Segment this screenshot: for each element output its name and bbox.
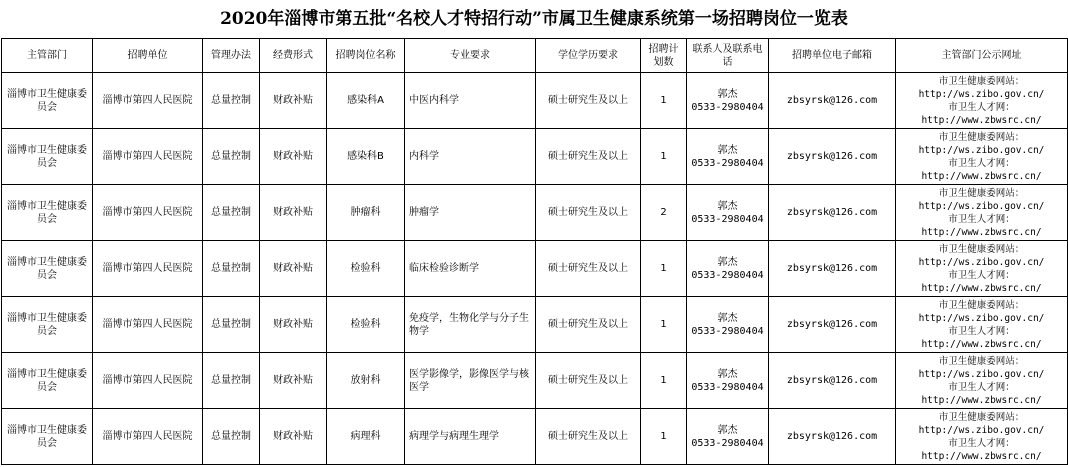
site-label-1: 市卫生健康委网站： [938, 75, 1025, 87]
header-funding: 经费形式 [260, 39, 327, 73]
cell-major: 免疫学，生物化学与分子生物学 [405, 297, 536, 353]
table-row [2, 73, 1068, 129]
cell-site [896, 129, 1068, 185]
cell-contact [687, 185, 769, 241]
cell-degree: 硕士研究生及以上 [536, 409, 641, 465]
table-row [2, 129, 1068, 185]
site-label-2: 市卫生人才网： [948, 157, 1015, 169]
cell-email[interactable]: zbsyrsk@126.com [769, 409, 896, 465]
site-link-2[interactable]: http://www.zbwsrc.cn/ [921, 450, 1042, 462]
site-link-2[interactable]: http://www.zbwsrc.cn/ [921, 338, 1042, 350]
header-unit: 招聘单位 [93, 39, 203, 73]
cell-funding: 财政补贴 [260, 353, 327, 409]
cell-dept: 淄博市卫生健康委员会 [2, 73, 93, 129]
cell-contact [687, 73, 769, 129]
cell-major: 病理学与病理生理学 [405, 409, 536, 465]
cell-dept: 淄博市卫生健康委员会 [2, 409, 93, 465]
cell-dept: 淄博市卫生健康委员会 [2, 241, 93, 297]
site-link-1[interactable]: http://ws.zibo.gov.cn/ [918, 256, 1045, 268]
cell-contact [687, 241, 769, 297]
cell-site [896, 297, 1068, 353]
table-header-row [2, 39, 1068, 73]
cell-degree: 硕士研究生及以上 [536, 185, 641, 241]
cell-count: 2 [641, 185, 687, 241]
cell-email[interactable]: zbsyrsk@126.com [769, 129, 896, 185]
header-position: 招聘岗位名称 [327, 39, 405, 73]
cell-site [896, 241, 1068, 297]
cell-position: 感染科A [327, 73, 405, 129]
site-label-1: 市卫生健康委网站： [938, 299, 1025, 311]
site-link-2[interactable]: http://www.zbwsrc.cn/ [921, 226, 1042, 238]
cell-major: 中医内科学 [405, 73, 536, 129]
cell-unit: 淄博市第四人民医院 [93, 73, 203, 129]
table-row [2, 297, 1068, 353]
contact-name: 郭杰 [717, 88, 738, 100]
site-label-1: 市卫生健康委网站： [938, 131, 1025, 143]
cell-mgmt: 总量控制 [203, 129, 260, 185]
cell-email[interactable]: zbsyrsk@126.com [769, 185, 896, 241]
cell-count: 1 [641, 241, 687, 297]
cell-position: 放射科 [327, 353, 405, 409]
cell-unit: 淄博市第四人民医院 [93, 185, 203, 241]
contact-phone: 0533-2980404 [691, 325, 764, 337]
page-title: 2020年淄博市第五批“名校人才特招行动”市属卫生健康系统第一场招聘岗位一览表 [220, 9, 848, 29]
site-link-1[interactable]: http://ws.zibo.gov.cn/ [918, 144, 1045, 156]
cell-major: 内科学 [405, 129, 536, 185]
cell-degree: 硕士研究生及以上 [536, 241, 641, 297]
table-row [2, 409, 1068, 465]
contact-name: 郭杰 [717, 312, 738, 324]
header-site: 主管部门公示网址 [896, 39, 1068, 73]
cell-degree: 硕士研究生及以上 [536, 353, 641, 409]
table-row [2, 353, 1068, 409]
cell-degree: 硕士研究生及以上 [536, 73, 641, 129]
cell-email[interactable]: zbsyrsk@126.com [769, 241, 896, 297]
cell-funding: 财政补贴 [260, 241, 327, 297]
cell-email[interactable]: zbsyrsk@126.com [769, 73, 896, 129]
cell-degree: 硕士研究生及以上 [536, 129, 641, 185]
cell-mgmt: 总量控制 [203, 185, 260, 241]
cell-mgmt: 总量控制 [203, 297, 260, 353]
cell-contact [687, 129, 769, 185]
site-link-1[interactable]: http://ws.zibo.gov.cn/ [918, 88, 1045, 100]
table-row [2, 241, 1068, 297]
header-dept: 主管部门 [2, 39, 93, 73]
contact-phone: 0533-2980404 [691, 437, 764, 449]
cell-dept: 淄博市卫生健康委员会 [2, 129, 93, 185]
site-label-1: 市卫生健康委网站： [938, 187, 1025, 199]
cell-contact [687, 353, 769, 409]
cell-position: 检验科 [327, 297, 405, 353]
contact-phone: 0533-2980404 [691, 213, 764, 225]
cell-major: 医学影像学，影像医学与核医学 [405, 353, 536, 409]
header-contact: 联系人及联系电话 [687, 39, 769, 73]
cell-count: 1 [641, 353, 687, 409]
cell-unit: 淄博市第四人民医院 [93, 353, 203, 409]
site-label-2: 市卫生人才网： [948, 213, 1015, 225]
cell-dept: 淄博市卫生健康委员会 [2, 297, 93, 353]
site-link-1[interactable]: http://ws.zibo.gov.cn/ [918, 424, 1045, 436]
site-link-2[interactable]: http://www.zbwsrc.cn/ [921, 114, 1042, 126]
contact-name: 郭杰 [717, 200, 738, 212]
site-link-1[interactable]: http://ws.zibo.gov.cn/ [918, 312, 1045, 324]
header-major: 专业要求 [405, 39, 536, 73]
site-label-2: 市卫生人才网： [948, 269, 1015, 281]
cell-site [896, 409, 1068, 465]
cell-position: 感染科B [327, 129, 405, 185]
cell-funding: 财政补贴 [260, 73, 327, 129]
table-row [2, 185, 1068, 241]
cell-position: 肿瘤科 [327, 185, 405, 241]
header-degree: 学位学历要求 [536, 39, 641, 73]
site-label-2: 市卫生人才网： [948, 325, 1015, 337]
header-count: 招聘计划数 [641, 39, 687, 73]
site-link-1[interactable]: http://ws.zibo.gov.cn/ [918, 200, 1045, 212]
site-label-2: 市卫生人才网： [948, 437, 1015, 449]
site-link-1[interactable]: http://ws.zibo.gov.cn/ [918, 368, 1045, 380]
cell-unit: 淄博市第四人民医院 [93, 241, 203, 297]
cell-count: 1 [641, 73, 687, 129]
cell-position: 检验科 [327, 241, 405, 297]
cell-email[interactable]: zbsyrsk@126.com [769, 353, 896, 409]
cell-count: 1 [641, 129, 687, 185]
site-label-1: 市卫生健康委网站： [938, 243, 1025, 255]
contact-phone: 0533-2980404 [691, 381, 764, 393]
cell-contact [687, 409, 769, 465]
contact-name: 郭杰 [717, 424, 738, 436]
contact-phone: 0533-2980404 [691, 157, 764, 169]
cell-site [896, 73, 1068, 129]
cell-funding: 财政补贴 [260, 129, 327, 185]
cell-funding: 财政补贴 [260, 297, 327, 353]
cell-unit: 淄博市第四人民医院 [93, 129, 203, 185]
site-label-2: 市卫生人才网： [948, 101, 1015, 113]
site-link-2[interactable]: http://www.zbwsrc.cn/ [921, 170, 1042, 182]
cell-position: 病理科 [327, 409, 405, 465]
header-mgmt: 管理办法 [203, 39, 260, 73]
cell-site [896, 185, 1068, 241]
cell-dept: 淄博市卫生健康委员会 [2, 185, 93, 241]
cell-major: 肿瘤学 [405, 185, 536, 241]
cell-funding: 财政补贴 [260, 409, 327, 465]
cell-degree: 硕士研究生及以上 [536, 297, 641, 353]
contact-name: 郭杰 [717, 144, 738, 156]
cell-contact [687, 297, 769, 353]
site-label-1: 市卫生健康委网站： [938, 411, 1025, 423]
cell-site [896, 353, 1068, 409]
contact-name: 郭杰 [717, 368, 738, 380]
cell-count: 1 [641, 297, 687, 353]
cell-funding: 财政补贴 [260, 185, 327, 241]
site-label-2: 市卫生人才网： [948, 381, 1015, 393]
cell-mgmt: 总量控制 [203, 409, 260, 465]
contact-phone: 0533-2980404 [691, 101, 764, 113]
cell-mgmt: 总量控制 [203, 73, 260, 129]
cell-dept: 淄博市卫生健康委员会 [2, 353, 93, 409]
recruitment-table [1, 38, 1068, 465]
cell-mgmt: 总量控制 [203, 353, 260, 409]
contact-name: 郭杰 [717, 256, 738, 268]
cell-count: 1 [641, 409, 687, 465]
cell-major: 临床检验诊断学 [405, 241, 536, 297]
site-label-1: 市卫生健康委网站： [938, 355, 1025, 367]
cell-email[interactable]: zbsyrsk@126.com [769, 297, 896, 353]
site-link-2[interactable]: http://www.zbwsrc.cn/ [921, 394, 1042, 406]
cell-unit: 淄博市第四人民医院 [93, 297, 203, 353]
cell-unit: 淄博市第四人民医院 [93, 409, 203, 465]
contact-phone: 0533-2980404 [691, 269, 764, 281]
cell-mgmt: 总量控制 [203, 241, 260, 297]
site-link-2[interactable]: http://www.zbwsrc.cn/ [921, 282, 1042, 294]
header-email: 招聘单位电子邮箱 [769, 39, 896, 73]
